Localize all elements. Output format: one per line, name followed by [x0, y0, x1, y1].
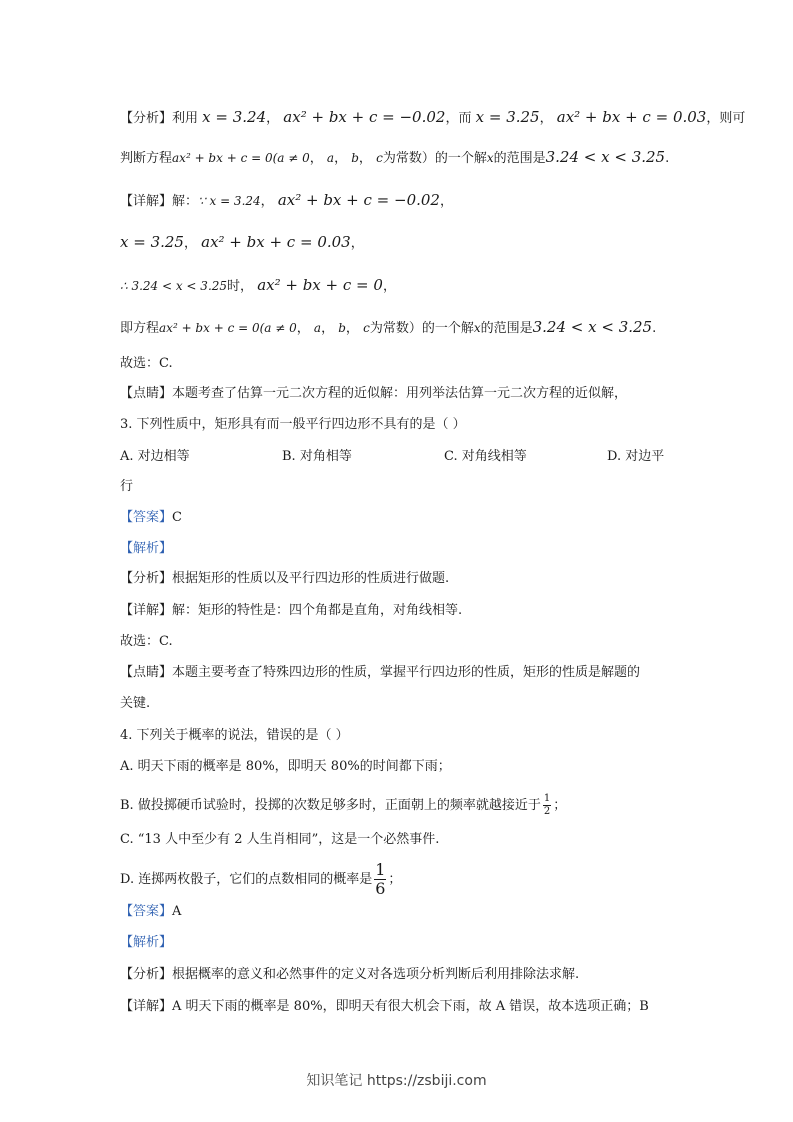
comment-line [120, 385, 627, 403]
answer-tag: 【答案】 [120, 904, 173, 919]
math-expression: 3.24 < x < 3.25 [545, 148, 666, 166]
question-4-analysis-tag: 【解析】 [120, 935, 173, 950]
option-end: ； [553, 798, 567, 813]
analysis-tag: 【分析】 [120, 967, 173, 982]
text: ，则可 [706, 111, 746, 126]
math-variable: b [351, 151, 359, 165]
math-expression: ax² + bx + c = 0(a ≠ 0 [159, 321, 297, 335]
comment-text: 本题考查了估算一元二次方程的近似解：用列举法估算一元二次方程的近似解， [172, 386, 628, 401]
option-text: B. 做投掷硬币试验时，投掷的次数足够多时，正面朝上的频率就越接近于 [120, 798, 541, 813]
detail-tag: 【详解】 [120, 194, 173, 209]
math-expression: x = 3.25 [475, 108, 540, 126]
analysis-line-1 [120, 108, 745, 128]
text: 即方程 [120, 321, 160, 336]
text: 判断方程 [120, 151, 173, 166]
question-3-comment [120, 664, 640, 682]
text: ， [296, 321, 310, 336]
math-expression: x = 3.25 [120, 233, 184, 251]
question-4-detail [120, 998, 649, 1016]
detail-text: A 明天下雨的概率是 80%，即明天有很大机会下雨，故 A 错误，故本选项正确；B [172, 999, 649, 1014]
text: ， [266, 111, 280, 126]
question-3-option-a: A. 对边相等 [120, 449, 190, 464]
comment-tag: 【点睛】 [120, 665, 173, 680]
question-4-answer [120, 903, 181, 921]
text: 的范围是 [493, 151, 546, 166]
text: ，而 [445, 111, 472, 126]
detail-tag: 【详解】 [120, 999, 173, 1014]
footer-watermark: 知识笔记 https://zsbiji.com [306, 1073, 487, 1089]
math-variable: x [486, 151, 494, 165]
question-4-stem: 4. 下列关于概率的说法，错误的是（ ） [120, 728, 349, 743]
question-3-choice: 故选：C. [120, 634, 173, 649]
text: . [652, 321, 657, 336]
math-expression: ax² + bx + c = 0 [257, 276, 383, 294]
question-4-option-b [120, 794, 566, 817]
analysis-tag: 【分析】 [120, 111, 173, 126]
fraction-denominator: 2 [543, 806, 551, 817]
math-expression: ax² + bx + c = −0.02 [277, 191, 440, 209]
detail-line-4 [120, 318, 656, 338]
analysis-text: 根据矩形的性质以及平行四边形的性质进行做题. [172, 571, 450, 586]
fraction-denominator: 6 [375, 879, 386, 898]
math-expression: ∴ 3.24 < x < 3.25 [120, 279, 228, 293]
fraction-one-half [543, 794, 551, 817]
question-3-option-d: D. 对边平 [607, 449, 665, 464]
answer-value: A [172, 904, 182, 919]
math-variable: a [326, 151, 335, 165]
text: 利用 [172, 111, 199, 126]
text: 为常数）的一个解 [369, 321, 474, 336]
comment-text: 本题主要考查了特殊四边形的性质，掌握平行四边形的性质，矩形的性质是解题的 [172, 665, 641, 680]
analysis-text: 根据概率的意义和必然事件的定义对各选项分析判断后利用排除法求解. [172, 967, 580, 982]
choice-line: 故选：C. [120, 356, 173, 371]
detail-line-2 [120, 233, 364, 253]
detail-tag: 【详解】 [120, 603, 173, 618]
question-3-analysis-tag: 【解析】 [120, 541, 173, 556]
text: . [665, 151, 670, 166]
detail-text: 解：矩形的特性是：四个角都是直角，对角线相等. [172, 603, 463, 618]
math-variable: c [376, 151, 383, 165]
text: 时， [227, 279, 254, 294]
text: ， [439, 194, 453, 209]
math-expression: 3.24 < x < 3.25 [532, 318, 653, 336]
question-3-comment-continued: 关键. [120, 696, 151, 711]
text: ， [539, 111, 553, 126]
analysis-line-2 [120, 148, 669, 168]
math-expression: ax² + bx + c = −0.02 [283, 108, 446, 126]
math-expression: x = 3.24 [202, 108, 267, 126]
question-3-answer [120, 509, 182, 527]
math-expression: ax² + bx + c = 0.03 [556, 108, 707, 126]
text: ， [350, 236, 364, 251]
question-3-stem: 3. 下列性质中，矩形具有而一般平行四边形不具有的是（ ） [120, 417, 466, 432]
math-variable: c [363, 321, 370, 335]
text: ， [358, 151, 372, 166]
answer-value: C [172, 510, 182, 525]
fraction-numerator: 1 [543, 793, 551, 804]
text: ， [345, 321, 359, 336]
option-end: ； [388, 872, 402, 887]
question-4-option-d [120, 862, 401, 897]
answer-tag: 【答案】 [120, 510, 173, 525]
text: 的范围是 [480, 321, 533, 336]
question-3-option-c: C. 对角线相等 [444, 449, 527, 464]
text: 为常数）的一个解 [382, 151, 487, 166]
text: ， [382, 279, 396, 294]
math-expression: ∵ x = 3.24 [198, 194, 261, 208]
math-expression: ax² + bx + c = 0.03 [201, 233, 351, 251]
math-expression: ax² + bx + c = 0(a ≠ 0 [172, 151, 310, 165]
fraction-one-sixth [374, 862, 386, 897]
math-variable: x [473, 321, 481, 335]
detail-line-3 [120, 276, 396, 296]
text: ， [321, 321, 335, 336]
question-4-analysis [120, 966, 579, 984]
question-3-option-b: B. 对角相等 [282, 449, 352, 464]
text: 解： [172, 194, 199, 209]
question-4-option-c: C. “13 人中至少有 2 人生肖相同”，这是一个必然事件. [120, 832, 440, 847]
math-variable: b [338, 321, 346, 335]
comment-tag: 【点睛】 [120, 386, 173, 401]
math-variable: a [313, 321, 322, 335]
text: ， [260, 194, 274, 209]
detail-line-1 [120, 191, 453, 211]
text: ， [183, 236, 197, 251]
question-3-option-d-continued: 行 [120, 479, 134, 494]
question-4-option-a: A. 明天下雨的概率是 80%，即明天 80%的时间都下雨； [120, 759, 451, 774]
text: ， [334, 151, 348, 166]
text: ， [309, 151, 323, 166]
option-text: D. 连掷两枚骰子，它们的点数相同的概率是 [120, 872, 373, 887]
analysis-tag: 【分析】 [120, 571, 173, 586]
question-3-detail [120, 602, 462, 620]
question-3-analysis [120, 570, 449, 588]
fraction-numerator: 1 [375, 860, 386, 879]
